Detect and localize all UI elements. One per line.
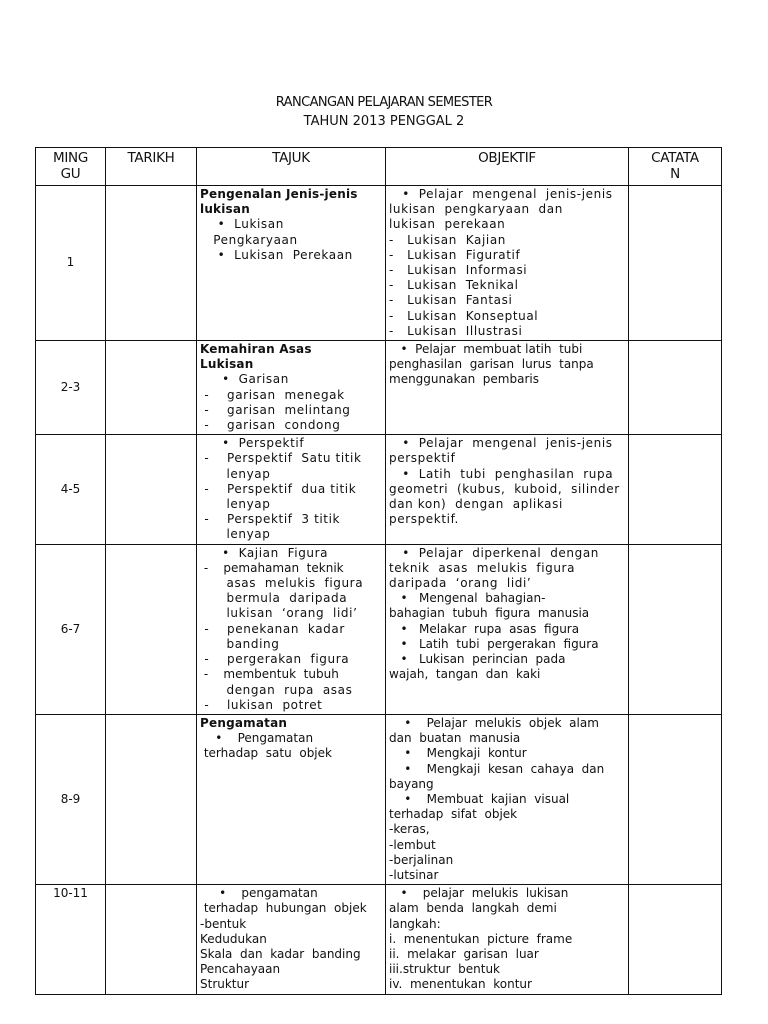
header-objektif: OBJEKTIF bbox=[386, 148, 629, 186]
title-line-1: RANCANGAN PELAJARAN SEMESTER bbox=[275, 95, 493, 110]
objektif-line: • Latih tubi penghasilan rupa bbox=[389, 466, 614, 481]
tajuk-line: asas melukis figura bbox=[200, 576, 364, 591]
header-row bbox=[36, 148, 722, 186]
objektif-line: menggunakan pembaris bbox=[389, 372, 539, 387]
tajuk-cell bbox=[197, 544, 386, 714]
objektif-line: -keras, bbox=[389, 822, 430, 837]
objektif-line: • pelajar melukis lukisan bbox=[389, 886, 569, 901]
tajuk-line: - pergerakan figura bbox=[200, 652, 350, 667]
header-tajuk: TAJUK bbox=[197, 148, 386, 186]
tajuk-cell bbox=[197, 341, 386, 435]
tajuk-line: - lukisan potret bbox=[200, 697, 323, 712]
tajuk-line: - garisan melintang bbox=[200, 402, 351, 417]
tajuk-line: lukisan bbox=[200, 202, 250, 217]
objektif-line: ii. melakar garisan luar bbox=[389, 946, 539, 961]
catatan-cell bbox=[629, 544, 722, 714]
objektif-line: dan kon) dengan aplikasi bbox=[389, 497, 563, 512]
week-cell: 8-9 bbox=[36, 714, 106, 884]
objektif-line: perspektif bbox=[389, 451, 456, 466]
tajuk-line: dengan rupa asas bbox=[200, 682, 353, 697]
objektif-line: - Lukisan Figuratif bbox=[389, 247, 521, 262]
title-line-2: TAHUN 2013 PENGGAL 2 bbox=[303, 114, 465, 129]
objektif-line: lukisan pengkaryaan dan bbox=[389, 202, 563, 217]
objektif-line: lukisan perekaan bbox=[389, 217, 506, 232]
header-minggu: MING GU bbox=[36, 148, 106, 186]
tajuk-line: • Kajian Figura bbox=[200, 545, 329, 560]
tajuk-line: Lukisan bbox=[200, 357, 254, 372]
tajuk-line: Pengkaryaan bbox=[200, 232, 298, 247]
tajuk-line: Skala dan kadar banding bbox=[200, 946, 361, 961]
tajuk-line: - membentuk tubuh bbox=[200, 667, 339, 682]
tajuk-line: - Perspektif Satu titik bbox=[200, 451, 362, 466]
tajuk-cell bbox=[197, 435, 386, 544]
objektif-line: • Melakar rupa asas figura bbox=[389, 621, 580, 636]
tajuk-line: terhadap satu objek bbox=[200, 746, 332, 761]
objektif-line: • Mengenal bahagian- bbox=[389, 591, 546, 606]
table-row bbox=[36, 714, 722, 884]
tajuk-line: Pengenalan Jenis-jenis bbox=[200, 187, 358, 201]
tajuk-line: Kemahiran Asas bbox=[200, 342, 312, 357]
objektif-line: - Lukisan Fantasi bbox=[389, 293, 513, 308]
objektif-line: - Lukisan Teknikal bbox=[389, 278, 519, 293]
tarikh-cell bbox=[106, 714, 197, 884]
tajuk-line: - penekanan kadar bbox=[200, 621, 345, 636]
objektif-line: iv. menentukan kontur bbox=[389, 977, 532, 992]
tajuk-line: - Perspektif 3 titik bbox=[200, 512, 341, 527]
week-cell: 1 bbox=[36, 186, 106, 341]
objektif-line: • Mengkaji kesan cahaya dan bbox=[389, 761, 605, 776]
tajuk-line: lukisan ‘orang lidi’ bbox=[200, 606, 358, 621]
catatan-cell bbox=[629, 714, 722, 884]
objektif-cell bbox=[386, 435, 629, 544]
tarikh-cell bbox=[106, 544, 197, 714]
objektif-line: • Pelajar melukis objek alam bbox=[389, 715, 599, 730]
objektif-line: i. menentukan picture frame bbox=[389, 931, 573, 946]
objektif-line: iii.struktur bentuk bbox=[389, 962, 500, 977]
objektif-line: daripada ‘orang lidi’ bbox=[389, 576, 532, 591]
objektif-line: alam benda langkah demi bbox=[389, 901, 557, 916]
tajuk-line: - garisan condong bbox=[200, 418, 341, 433]
objektif-line: - Lukisan Konseptual bbox=[389, 308, 539, 323]
objektif-line: • Membuat kajian visual bbox=[389, 791, 570, 806]
tajuk-cell bbox=[197, 885, 386, 995]
objektif-line: -lembut bbox=[389, 837, 436, 852]
tajuk-line: • Garisan bbox=[200, 372, 289, 387]
table-row bbox=[36, 885, 722, 995]
header-tarikh: TARIKH bbox=[106, 148, 197, 186]
tajuk-line: • Pengamatan bbox=[200, 731, 314, 746]
tajuk-line: banding bbox=[200, 636, 280, 651]
tarikh-cell bbox=[106, 885, 197, 995]
tajuk-cell bbox=[197, 714, 386, 884]
objektif-line: -lutsinar bbox=[389, 867, 439, 882]
table-row bbox=[36, 186, 722, 341]
tajuk-line: • Lukisan Perekaan bbox=[200, 247, 353, 262]
week-cell: 6-7 bbox=[36, 544, 106, 714]
objektif-line: perspektif. bbox=[389, 512, 459, 527]
tajuk-line: lenyap bbox=[200, 466, 271, 481]
objektif-line: geometri (kubus, kuboid, silinder bbox=[389, 481, 620, 496]
table-row bbox=[36, 544, 722, 714]
tajuk-line: -bentuk bbox=[200, 916, 247, 931]
objektif-cell bbox=[386, 186, 629, 341]
objektif-line: - Lukisan Illustrasi bbox=[389, 323, 523, 338]
objektif-cell bbox=[386, 885, 629, 995]
objektif-line: dan buatan manusia bbox=[389, 731, 521, 746]
tajuk-line: • pengamatan bbox=[200, 886, 318, 901]
objektif-line: • Latih tubi pergerakan figura bbox=[389, 636, 599, 651]
tajuk-line: • Lukisan bbox=[200, 217, 284, 232]
objektif-line: • Pelajar mengenal jenis-jenis bbox=[389, 187, 613, 201]
tarikh-cell bbox=[106, 341, 197, 435]
week-cell: 2-3 bbox=[36, 341, 106, 435]
objektif-line: • Pelajar diperkenal dengan bbox=[389, 545, 599, 560]
tajuk-line: bermula daripada bbox=[200, 591, 348, 606]
tajuk-line: terhadap hubungan objek bbox=[200, 901, 367, 916]
catatan-cell bbox=[629, 341, 722, 435]
week-cell: 4-5 bbox=[36, 435, 106, 544]
objektif-cell bbox=[386, 341, 629, 435]
objektif-line: teknik asas melukis figura bbox=[389, 560, 576, 575]
table-row bbox=[36, 435, 722, 544]
objektif-line: bayang bbox=[389, 776, 434, 791]
tarikh-cell bbox=[106, 186, 197, 341]
catatan-cell bbox=[629, 885, 722, 995]
objektif-line: terhadap sifat objek bbox=[389, 807, 518, 822]
objektif-line: -berjalinan bbox=[389, 852, 454, 867]
catatan-cell bbox=[629, 186, 722, 341]
objektif-line: • Mengkaji kontur bbox=[389, 746, 527, 761]
tajuk-line: lenyap bbox=[200, 527, 271, 542]
objektif-line: • Pelajar membuat latih tubi bbox=[389, 342, 583, 357]
table-body bbox=[36, 186, 722, 995]
objektif-line: penghasilan garisan lurus tanpa bbox=[389, 357, 594, 372]
objektif-line: - Lukisan Informasi bbox=[389, 263, 528, 278]
tajuk-line: - pemahaman teknik bbox=[200, 560, 344, 575]
objektif-line: • Lukisan perincian pada bbox=[389, 652, 566, 667]
objektif-line: bahagian tubuh figura manusia bbox=[389, 606, 590, 621]
document-title bbox=[0, 93, 768, 131]
tajuk-cell bbox=[197, 186, 386, 341]
header-catatan: CATATA N bbox=[629, 148, 722, 186]
tajuk-line: - garisan menegak bbox=[200, 387, 345, 402]
tajuk-line: Pengamatan bbox=[200, 715, 288, 730]
tajuk-line: Struktur bbox=[200, 977, 250, 992]
catatan-cell bbox=[629, 435, 722, 544]
tajuk-line: Kedudukan bbox=[200, 931, 267, 946]
objektif-line: - Lukisan Kajian bbox=[389, 232, 507, 247]
table-row bbox=[36, 341, 722, 435]
objektif-line: langkah: bbox=[389, 916, 441, 931]
tajuk-line: - Perspektif dua titik bbox=[200, 481, 357, 496]
objektif-line: • Pelajar mengenal jenis-jenis bbox=[389, 436, 613, 451]
lesson-plan-table bbox=[35, 147, 722, 995]
objektif-cell bbox=[386, 544, 629, 714]
objektif-cell bbox=[386, 714, 629, 884]
tajuk-line: Pencahayaan bbox=[200, 962, 281, 977]
week-cell: 10-11 bbox=[36, 885, 106, 995]
objektif-line: wajah, tangan dan kaki bbox=[389, 667, 541, 682]
tajuk-line: lenyap bbox=[200, 497, 271, 512]
tarikh-cell bbox=[106, 435, 197, 544]
tajuk-line: • Perspektif bbox=[200, 436, 305, 451]
